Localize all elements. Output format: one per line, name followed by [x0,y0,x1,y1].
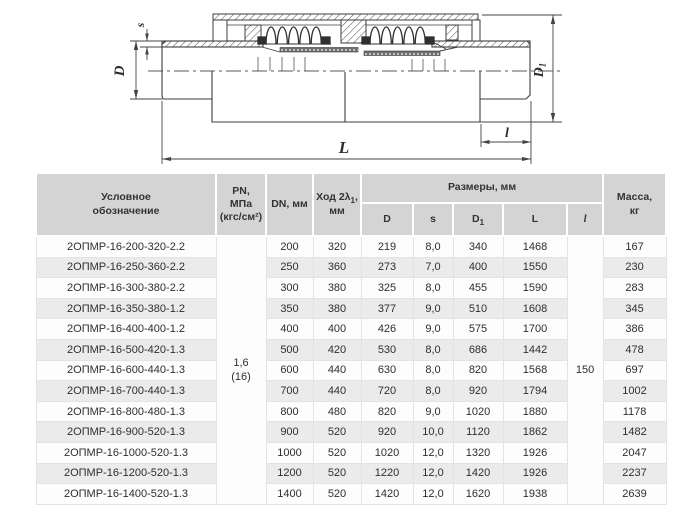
cell-s: 12,0 [413,463,453,484]
cell-d: 920 [361,422,413,443]
cell-mass: 1002 [603,381,666,402]
col-header-l: l [567,203,603,236]
cell-stroke: 440 [313,360,361,381]
cell-L: 1608 [503,298,567,319]
col-header-dimensions-group: Размеры, мм [361,173,603,203]
cell-mass: 478 [603,339,666,360]
cell-mass: 167 [603,236,666,257]
cell-L: 1442 [503,339,567,360]
dimension-L [162,101,531,164]
cell-s: 12,0 [413,484,453,505]
cell-mass: 697 [603,360,666,381]
dimension-l [481,101,531,147]
cell-s: 9,0 [413,298,453,319]
cell-dn: 400 [266,319,313,340]
cell-mass: 2047 [603,442,666,463]
cell-dn: 1400 [266,484,313,505]
cell-stroke: 420 [313,339,361,360]
cell-dn: 200 [266,236,313,257]
cell-mass: 2639 [603,484,666,505]
cell-dn: 1000 [266,442,313,463]
col-header-d: D [361,203,413,236]
cell-L: 1568 [503,360,567,381]
dim-label-D: D [112,65,128,77]
dim-label-L: L [338,138,350,157]
cell-stroke: 440 [313,381,361,402]
cell-dn: 900 [266,422,313,443]
cell-d: 1420 [361,484,413,505]
cell-d1: 820 [453,360,503,381]
cell-dn: 350 [266,298,313,319]
bellows-left [258,27,331,44]
cell-s: 7,0 [413,257,453,278]
cell-designation: 2ОПМР-16-500-420-1.3 [36,339,216,360]
cell-designation: 2ОПМР-16-900-520-1.3 [36,422,216,443]
col-header-designation: Условное обозначение [36,173,216,236]
col-header-L: L [503,203,567,236]
cell-stroke: 520 [313,422,361,443]
cell-dn: 1200 [266,463,313,484]
col-header-d1: $D_1$ [453,203,503,236]
cell-d: 219 [361,236,413,257]
cell-d1: 1320 [453,442,503,463]
spec-table [35,172,667,505]
cell-dn: 300 [266,278,313,299]
cell-L: 1700 [503,319,567,340]
dimension-D1 [480,15,562,122]
cell-s: 8,0 [413,360,453,381]
cell-d: 377 [361,298,413,319]
cell-d1: 1120 [453,422,503,443]
cell-d: 530 [361,339,413,360]
cell-stroke: 520 [313,484,361,505]
col-header-pn: PN, МПа (кгс/см²) [216,173,266,236]
cell-designation: 2ОПМР-16-1400-520-1.3 [36,484,216,505]
cell-s: 12,0 [413,442,453,463]
dim-label-D1: D1 [532,62,548,78]
dim-label-s: s [135,22,147,28]
cell-designation: 2ОПМР-16-350-380-1.2 [36,298,216,319]
col-header-s: s [413,203,453,236]
col-header-dn: DN, мм [266,173,313,236]
cell-designation: 2ОПМР-16-800-480-1.3 [36,401,216,422]
cell-dn: 600 [266,360,313,381]
cell-stroke: 380 [313,278,361,299]
cell-d1: 1420 [453,463,503,484]
cell-s: 9,0 [413,319,453,340]
cell-d: 720 [361,381,413,402]
cell-d1: 686 [453,339,503,360]
cell-L: 1550 [503,257,567,278]
cell-L: 1468 [503,236,567,257]
cell-d: 1020 [361,442,413,463]
cell-dn: 700 [266,381,313,402]
cell-pn-merged: 1,6 (16) [216,236,266,504]
cell-L: 1926 [503,442,567,463]
cell-d: 325 [361,278,413,299]
cell-L: 1794 [503,381,567,402]
casing-lower-box [212,71,480,122]
cell-stroke: 520 [313,463,361,484]
cell-mass: 2237 [603,463,666,484]
cell-d1: 920 [453,381,503,402]
table-row [36,236,666,257]
cell-stroke: 400 [313,319,361,340]
cell-L: 1590 [503,278,567,299]
cell-designation: 2ОПМР-16-200-320-2.2 [36,236,216,257]
cell-d1: 455 [453,278,503,299]
table-body [36,236,666,504]
cell-s: 8,0 [413,236,453,257]
cell-stroke: 320 [313,236,361,257]
cell-L: 1938 [503,484,567,505]
cell-mass: 283 [603,278,666,299]
cell-mass: 1482 [603,422,666,443]
cell-d1: 1020 [453,401,503,422]
cell-dn: 250 [266,257,313,278]
cell-d1: 575 [453,319,503,340]
cell-s: 8,0 [413,278,453,299]
cell-s: 10,0 [413,422,453,443]
cell-mass: 230 [603,257,666,278]
dimension-D [112,41,162,99]
cell-stroke: 480 [313,401,361,422]
cell-d: 426 [361,319,413,340]
cell-dn: 800 [266,401,313,422]
guide-sleeve [258,42,458,71]
cell-d: 630 [361,360,413,381]
cell-designation: 2ОПМР-16-600-440-1.3 [36,360,216,381]
cell-d1: 340 [453,236,503,257]
cell-dn: 500 [266,339,313,360]
cell-stroke: 520 [313,442,361,463]
cell-designation: 2ОПМР-16-300-380-2.2 [36,278,216,299]
cell-d1: 400 [453,257,503,278]
cell-L: 1880 [503,401,567,422]
technical-drawing [0,0,700,172]
cell-L: 1862 [503,422,567,443]
cell-s: 8,0 [413,339,453,360]
cell-d1: 1620 [453,484,503,505]
cell-d: 820 [361,401,413,422]
cell-designation: 2ОПМР-16-400-400-1.2 [36,319,216,340]
cell-designation: 2ОПМР-16-1000-520-1.3 [36,442,216,463]
cell-designation: 2ОПМР-16-250-360-2.2 [36,257,216,278]
col-header-mass: Масса, кг [603,173,666,236]
cell-d: 273 [361,257,413,278]
cell-l-merged: 150 [567,236,603,504]
cell-stroke: 360 [313,257,361,278]
cell-mass: 386 [603,319,666,340]
cell-L: 1926 [503,463,567,484]
bellows-right [362,27,435,44]
cell-s: 8,0 [413,381,453,402]
cell-designation: 2ОПМР-16-1200-520-1.3 [36,463,216,484]
cell-d1: 510 [453,298,503,319]
dim-label-l: l [505,126,509,141]
cell-d: 1220 [361,463,413,484]
cell-designation: 2ОПМР-16-700-440-1.3 [36,381,216,402]
cell-mass: 1178 [603,401,666,422]
cell-mass: 345 [603,298,666,319]
col-header-stroke: Ход $2\lambda_1$, мм [313,173,361,236]
cell-s: 9,0 [413,401,453,422]
cell-stroke: 380 [313,298,361,319]
